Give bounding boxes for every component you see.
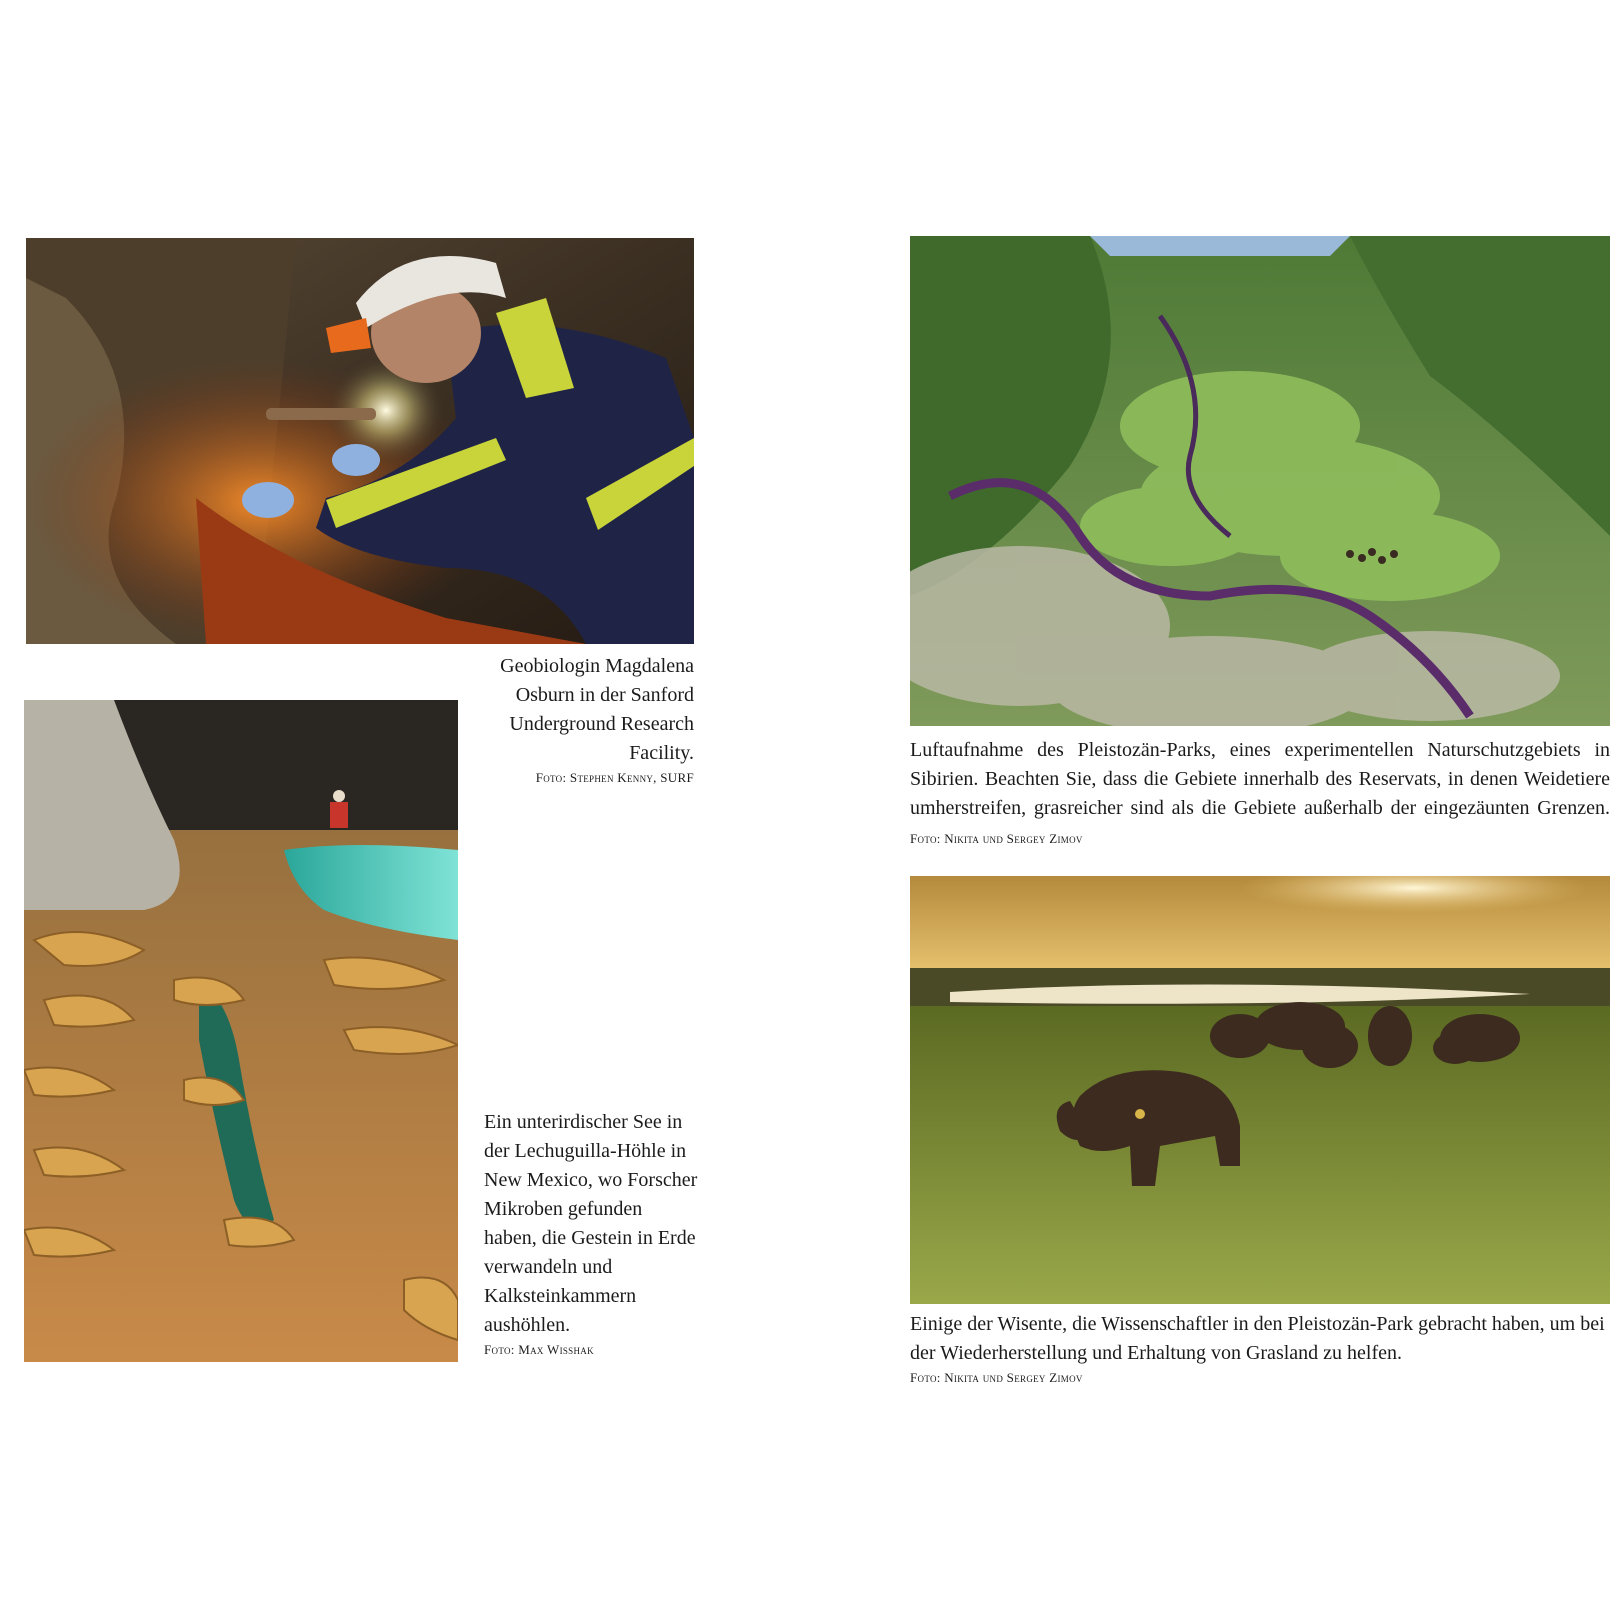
bison-image bbox=[910, 876, 1610, 1304]
photo-cave-worker bbox=[26, 238, 694, 644]
photo-credit: Foto: Nikita und Sergey Zimov bbox=[910, 1370, 1083, 1385]
photo-credit: Foto: Max Wisshak bbox=[484, 1342, 594, 1357]
caption-cave-worker bbox=[468, 652, 694, 788]
caption-lechuguilla bbox=[484, 1108, 698, 1360]
lechuguilla-image bbox=[24, 700, 458, 1362]
photo-bison bbox=[910, 876, 1610, 1304]
right-page bbox=[808, 0, 1616, 1616]
caption-text: Einige der Wisente, die Wissenschaftler in den Pleistozän-Park gebracht haben, um bei der Wiederherstellung und Erhaltung von Grasland zu helfen. bbox=[910, 1313, 1605, 1364]
photo-lechuguilla bbox=[24, 700, 458, 1362]
caption-aerial bbox=[910, 736, 1610, 853]
caption-text: Geobiologin Magdalena Osburn in der Sanford Underground Research Facility. bbox=[500, 655, 694, 764]
caption-bison bbox=[910, 1310, 1610, 1388]
photo-credit: Foto: Nikita und Sergey Zimov bbox=[910, 831, 1083, 846]
caption-text: Ein unterirdischer See in der Lechuguilla-Höhle in New Mexico, wo Forscher Mikroben gefunden haben, die Gestein in Erde verwandeln und Kalksteinkammern aushöhlen. bbox=[484, 1111, 698, 1336]
photo-aerial bbox=[910, 236, 1610, 726]
photo-credit: Foto: Stephen Kenny, SURF bbox=[535, 770, 694, 785]
cave-worker-image bbox=[26, 238, 694, 644]
caption-text: Luftaufnahme des Pleistozän-Parks, eines experimentellen Naturschutzgebiets in Sibirien. Beachten Sie, dass die Gebiete innerhalb des Reservats, in denen Weidetiere umherstreifen, grasreicher sind als die Gebiete außerhalb der eingezäunten Grenzen. bbox=[910, 739, 1610, 819]
aerial-image bbox=[910, 236, 1610, 726]
